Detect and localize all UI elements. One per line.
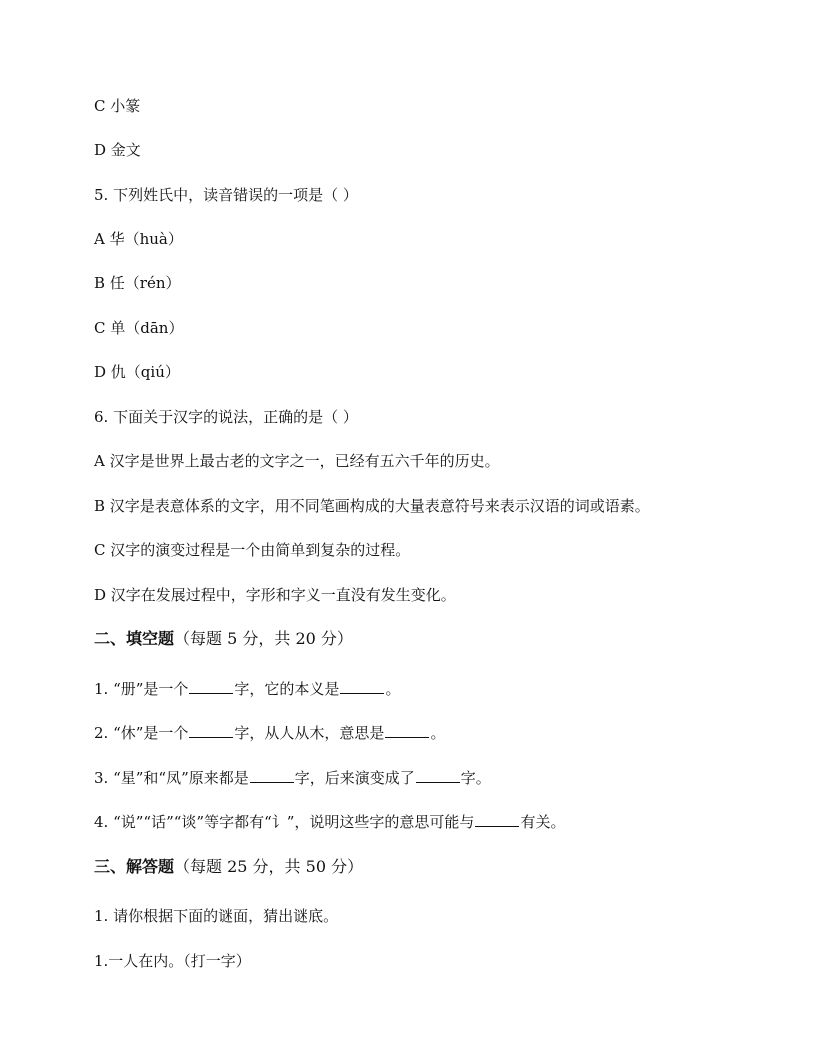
section-score-note: （每题 25 分，共 50 分） <box>174 857 364 876</box>
question-5: 5. 下列姓氏中，读音错误的一项是（ ） <box>94 186 358 204</box>
answer-blank[interactable] <box>189 679 233 694</box>
question-5-option-d: D 仇（qiú） <box>94 363 180 381</box>
answer-blank[interactable] <box>340 679 384 694</box>
answer-blank[interactable] <box>250 768 294 783</box>
section-heading-answer <box>94 856 776 878</box>
question-5-option-b: B 任（rén） <box>94 274 181 292</box>
answer-blank[interactable] <box>416 768 460 783</box>
question-6-option-b: B 汉字是表意体系的文字，用不同笔画构成的大量表意符号来表示汉语的词或语素。 <box>94 497 650 515</box>
question-5-option-c: C 单（dān） <box>94 319 184 337</box>
answer-blank[interactable] <box>475 812 519 827</box>
fill-question-3: 3. “星”和“凤”原来都是 字，后来演变成了 字。 <box>94 769 491 787</box>
question-6-option-d: D 汉字在发展过程中，字形和字义一直没有发生变化。 <box>94 586 456 604</box>
fill-question-4: 4. “说”“话”“谈”等字都有“讠”，说明这些字的意思可能与 有关。 <box>94 813 566 831</box>
fill-question-2: 2. “休”是一个 字，从人从木，意思是 。 <box>94 724 446 742</box>
fill-question-1: 1. “册”是一个 字，它的本义是 。 <box>94 680 401 698</box>
answer-question-1: 1. 请你根据下面的谜面，猜出谜底。 <box>94 907 339 925</box>
section-title: 三、解答题 <box>94 857 175 876</box>
option-c-xiaozhuan: C 小篆 <box>94 97 141 115</box>
question-6-option-a: A 汉字是世界上最古老的文字之一，已经有五六千年的历史。 <box>94 452 500 470</box>
question-5-option-a: A 华（huà） <box>94 230 183 248</box>
question-6: 6. 下面关于汉字的说法，正确的是（ ） <box>94 408 358 426</box>
question-6-option-c: C 汉字的演变过程是一个由简单到复杂的过程。 <box>94 541 411 559</box>
answer-blank[interactable] <box>385 723 429 738</box>
section-title: 二、填空题 <box>94 629 175 648</box>
answer-blank[interactable] <box>189 723 233 738</box>
riddle-1: 1.一人在内。（打一字） <box>94 952 251 970</box>
section-score-note: （每题 5 分，共 20 分） <box>174 629 353 648</box>
option-d-jinwen: D 金文 <box>94 141 141 159</box>
section-heading-fill-in <box>94 628 776 650</box>
